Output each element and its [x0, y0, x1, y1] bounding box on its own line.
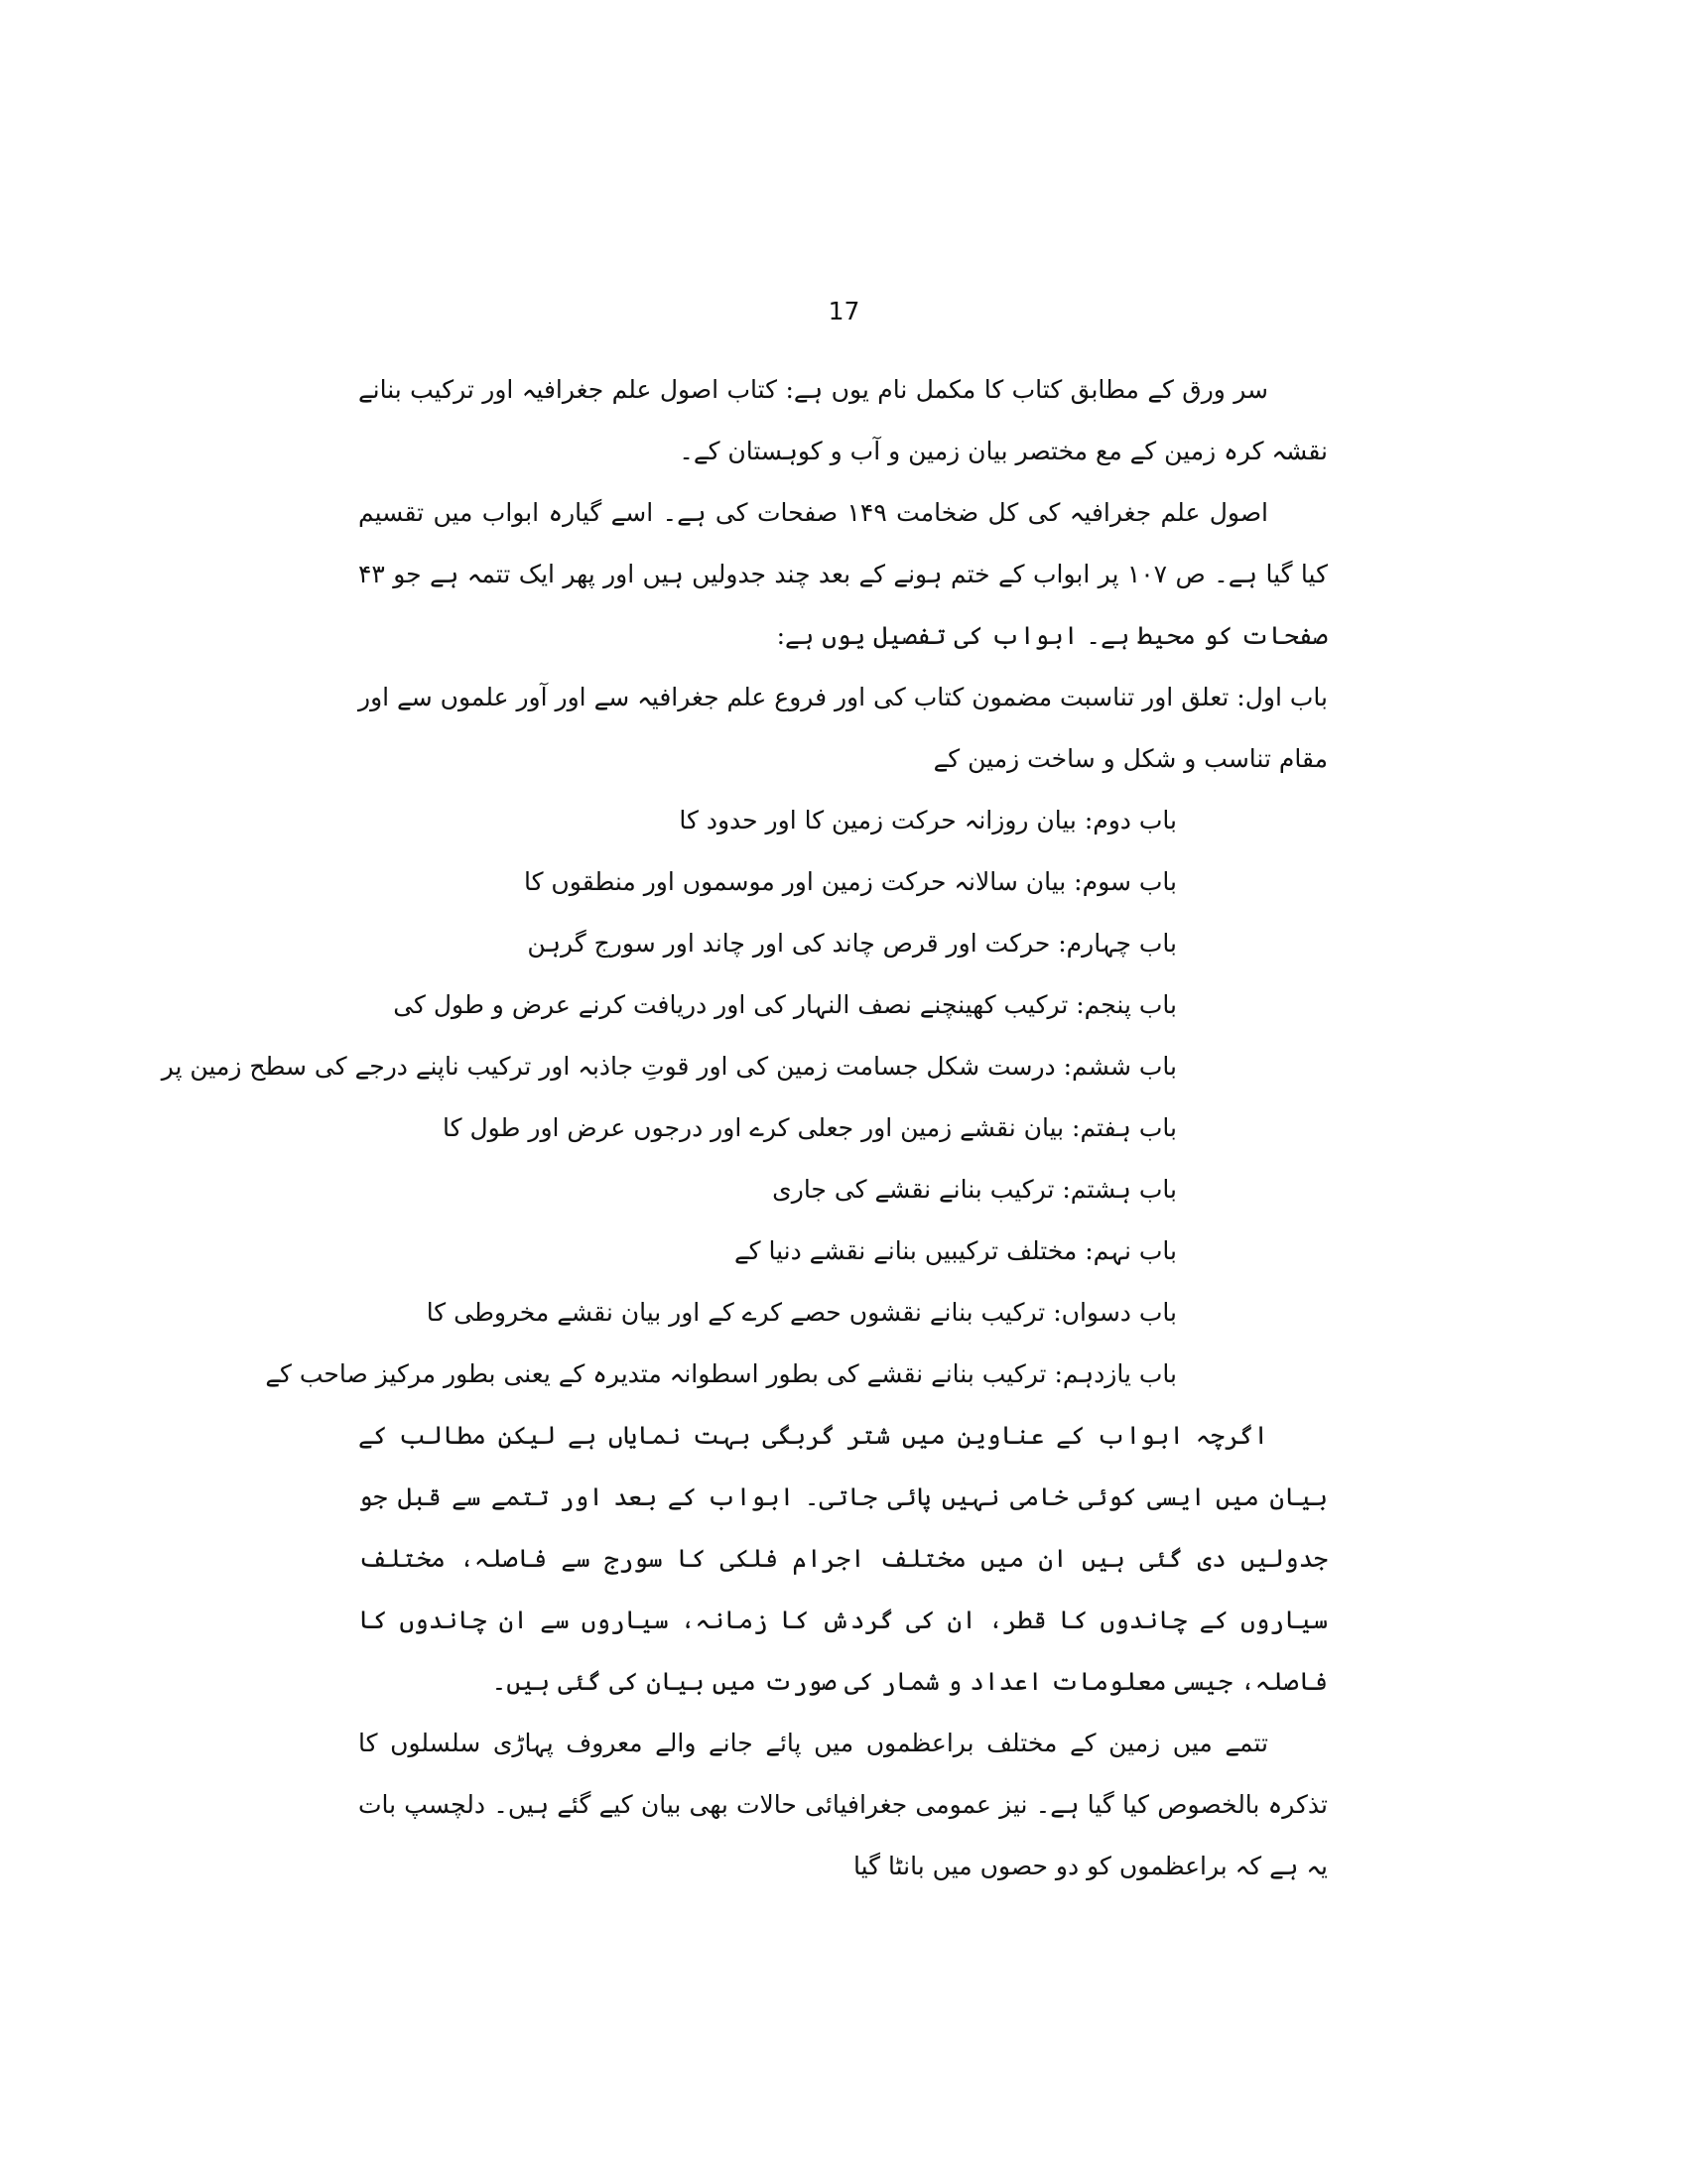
chapter-item: باب نہم: مختلف ترکیبیں بنانے نقشے دنیا کے [733, 1236, 1177, 1265]
page-number: 17 [828, 297, 860, 325]
paragraph-appendix: تتمے میں زمین کے مختلف براعظموں میں پائے جانے والے معروف پہاڑی سلسلوں کا تذکرہ بالخصوص کیا گیا ہے۔ نیز عمومی جغرافیائی حالات بھی بیان کیے گئے ہیں۔ دلچسپ بات یہ ہے کہ براعظموں کو دو حصوں میں بانٹا گیا [358, 1729, 1328, 1880]
paragraph-book-size: اصول علم جغرافیہ کی کل ضخامت ۱۴۹ صفحات کی ہے۔ اسے گیارہ ابواب میں تقسیم کیا گیا ہے۔ ص ۱۰۷ پر ابواب کے ختم ہونے کے بعد چند جدولیں ہیں اور پھر ایک تتمہ ہے جو ۴۳ صفحات کو محیط ہے۔ ابواب کی تفصیل یوں ہے: [358, 498, 1328, 650]
body-text [161, 359, 1328, 1897]
chapter-item: باب ہفتم: بیان نقشے زمین اور جعلی کرے اور درجوں عرض اور طول کا [442, 1113, 1177, 1142]
chapter-item: باب دوم: بیان روزانہ حرکت زمین کا اور حدود کا [679, 806, 1177, 835]
paragraph-chapter-titles: اگرچہ ابواب کے عناوین میں شتر گربگی بہت نمایاں ہے لیکن مطالب کے بیان میں ایسی کوئی خامی نہیں پائی جاتی۔ ابواب کے بعد اور تتمے سے قبل جو جدولیں دی گئی ہیں ان میں مختلف اجرام فلکی کا سورج سے فاصلہ، مختلف سیاروں کے چاندوں کا قطر، ان کی گردش کا زمانہ، سیاروں سے ان چاندوں کا فاصلہ، جیسی معلومات اعداد و شمار کی صورت میں بیان کی گئی ہیں۔ [358, 1421, 1328, 1696]
chapter-item: باب یازدہم: ترکیب بنانے نقشے کی بطور اسطوانہ متدیرہ کے یعنی بطور مرکیز صاحب کے [265, 1359, 1177, 1388]
chapter-item: باب چہارم: حرکت اور قرص چاند کی اور چاند اور سورج گرہن [527, 929, 1177, 958]
paragraph-book-title: سر ورق کے مطابق کتاب کا مکمل نام یوں ہے: کتاب اصول علم جغرافیہ اور ترکیب بنانے نقشہ کرہ زمین کے مع مختصر بیان زمین و آب و کوہستان کے۔ [358, 375, 1328, 465]
chapter-item: باب پنجم: ترکیب کھینچنے نصف النہار کی اور دریافت کرنے عرض و طول کی [393, 990, 1177, 1019]
chapter-list [161, 790, 1328, 1405]
chapter-item: باب ششم: درست شکل جسامت زمین کی اور قوتِ جاذبہ اور ترکیب ناپنے درجے کی سطح زمین پر [161, 1052, 1177, 1081]
paragraph-chapter-one: باب اول: تعلق اور تناسبت مضمون کتاب کی اور فروع علم جغرافیہ سے اور آور علموں سے اور مقام تناسب و شکل و ساخت زمین کے [358, 683, 1328, 773]
chapter-item: باب دسواں: ترکیب بنانے نقشوں حصے کرے کے اور بیان نقشے مخروطی کا [426, 1298, 1177, 1327]
chapter-item: باب ہشتم: ترکیب بنانے نقشے کی جاری [772, 1175, 1177, 1204]
chapter-item: باب سوم: بیان سالانہ حرکت زمین اور موسموں اور منطقوں کا [523, 867, 1177, 896]
